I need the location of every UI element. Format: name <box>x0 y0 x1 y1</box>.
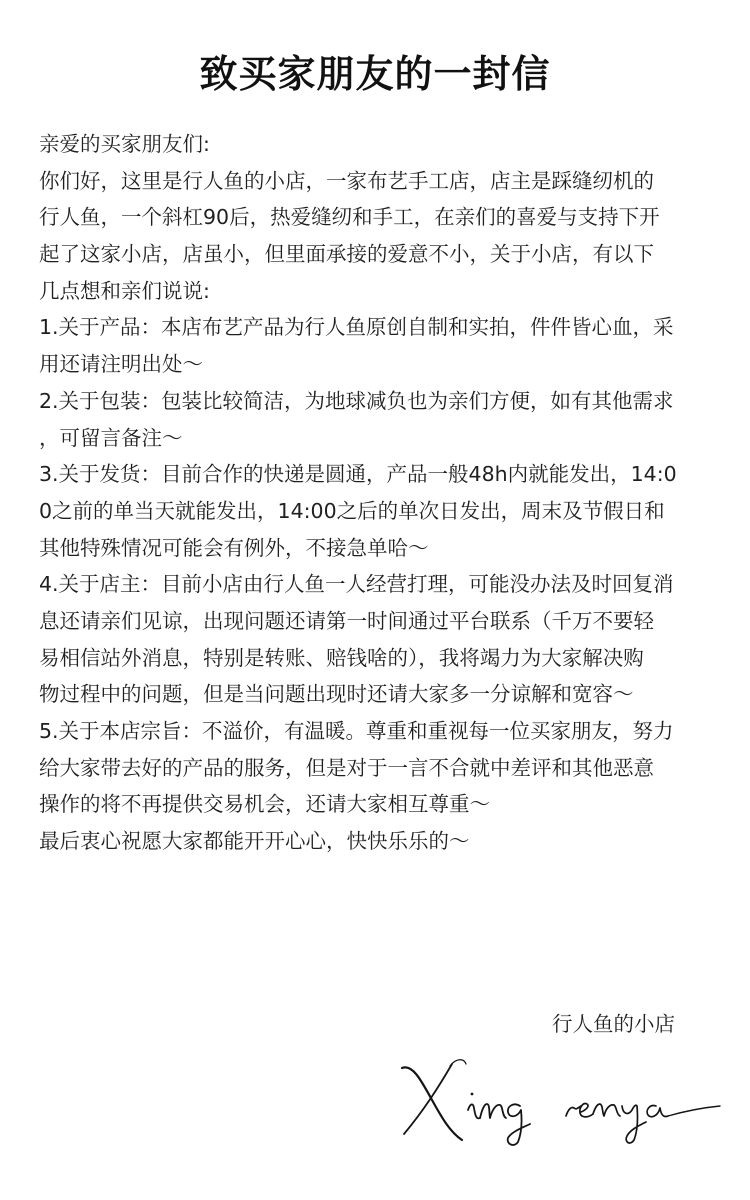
principle-point-line: 5.关于本店宗旨：不溢价，有温暖。尊重和重视每一位买家朋友，努力 <box>39 719 674 743</box>
product-point-line: 用还请注明出处～ <box>39 352 203 377</box>
salutation-line: 亲爱的买家朋友们: <box>39 132 210 156</box>
body-line: 几点想和亲们说说: <box>39 278 210 303</box>
owner-point-line: 易相信站外消息，特别是转账、赔钱啥的），我将竭力为大家解决购 <box>39 645 644 670</box>
body-line: 起了这家小店，店虽小，但里面承接的爱意不小，关于小店，有以下 <box>39 242 654 267</box>
product-point-line: 1.关于产品：本店布艺产品为行人鱼原创自制和实拍，件件皆心血，采 <box>39 315 674 340</box>
owner-point-line: 物过程中的问题，但是当问题出现时还请大家多一分谅解和宽容～ <box>39 682 634 707</box>
shipping-point-line: 其他特殊情况可能会有例外，不接急单哈～ <box>39 535 429 560</box>
handwritten-signature <box>390 1048 730 1148</box>
owner-point-line: 4.关于店主：目前小店由行人鱼一人经营打理，可能没办法及时回复消 <box>39 572 674 597</box>
owner-point-line: 息还请亲们见谅，出现问题还请第一时间通过平台联系（千万不要轻 <box>39 608 654 633</box>
body-line: 你们好，这里是行人鱼的小店，一家布艺手工店，店主是踩缝纫机的 <box>39 168 654 193</box>
packaging-point-line: ，可留言备注～ <box>39 425 183 450</box>
principle-point-line: 操作的将不再提供交易机会，还请大家相互尊重～ <box>39 792 490 817</box>
body-line: 行人鱼，一个斜杠90后，热爱缝纫和手工，在亲们的喜爱与支持下开 <box>39 205 660 230</box>
principle-point-line: 给大家带去好的产品的服务，但是对于一言不合就中差评和其他恶意 <box>39 755 654 780</box>
shop-name-signoff: 行人鱼的小店 <box>552 1012 675 1036</box>
shipping-point-line: 0之前的单当天就能发出，14:00之后的单次日发出，周末及节假日和 <box>39 498 665 523</box>
packaging-point-line: 2.关于包装：包装比较简洁，为地球减负也为亲们方便，如有其他需求 <box>39 388 674 413</box>
letter-title: 致买家朋友的一封信 <box>199 51 551 96</box>
letter-body <box>39 126 719 860</box>
shipping-point-line: 3.关于发货：目前合作的快递是圆通，产品一般48h内就能发出，14:0 <box>39 462 677 487</box>
closing-line: 最后衷心祝愿大家都能开开心心，快快乐乐的～ <box>39 829 470 854</box>
